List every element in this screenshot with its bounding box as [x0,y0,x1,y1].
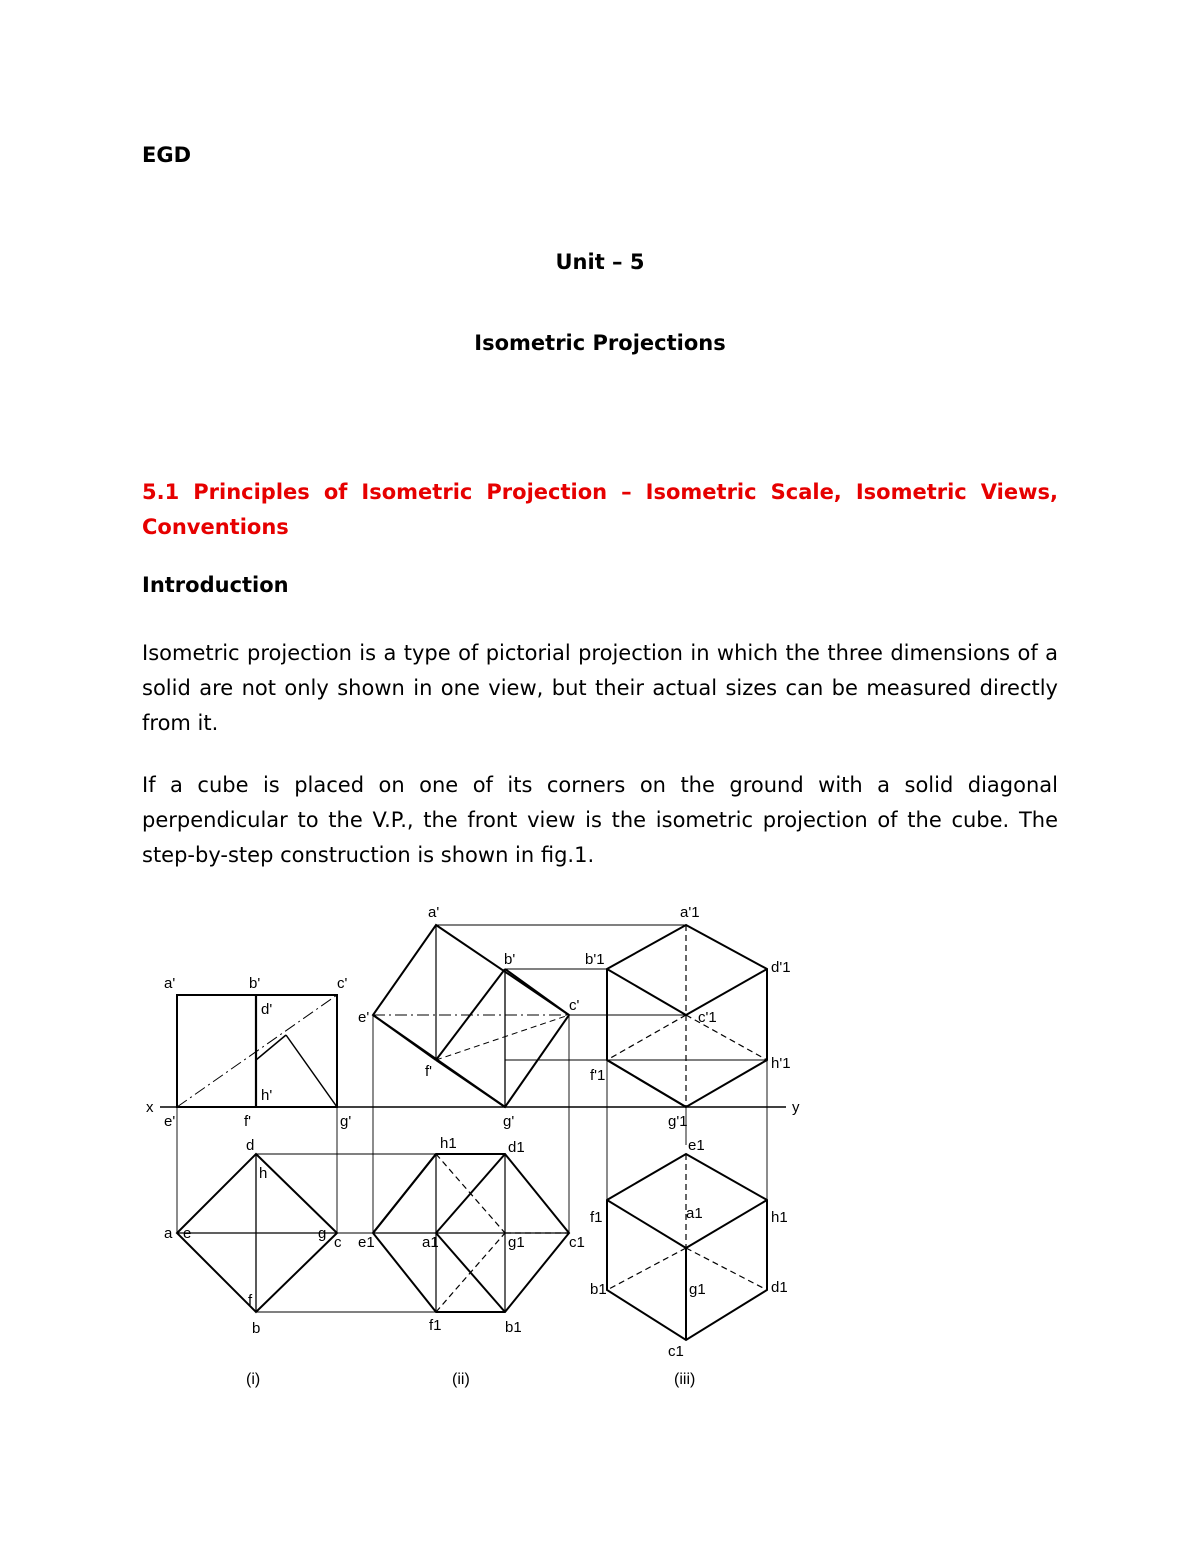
paragraph: If a cube is placed on one of its corners on the ground with a solid diagonal perpendicular to the V.P., the front view is the isometric projection of the cube. The step-by-step construction is shown in fig.1. [142,773,1058,867]
label: c [334,1234,342,1251]
label: f' [425,1063,433,1080]
label: g' [503,1113,515,1130]
figure-caption: (i) [246,1371,261,1388]
label: e' [164,1113,176,1130]
view1-top [177,1154,337,1312]
label: d1 [771,1279,788,1296]
label: d1 [508,1139,525,1156]
label: g'1 [668,1113,688,1130]
label: e1 [358,1234,375,1251]
label: f [248,1292,253,1309]
figure-caption: (ii) [452,1371,470,1388]
section-heading: 5.1 Principles of Isometric Projection – Isometric Scale, Isometric Views, Conventions [142,480,1058,539]
label: b [252,1320,261,1337]
label: d [246,1137,255,1154]
label: b' [504,951,516,968]
label: b1 [505,1319,522,1336]
label: h1 [771,1209,788,1226]
label: c'1 [698,1009,717,1026]
label: a'1 [680,904,700,921]
intro-heading: Introduction [142,573,289,597]
label: f'1 [590,1067,606,1084]
label: c' [337,975,348,992]
label: h [259,1165,268,1182]
label: g [318,1225,327,1242]
label: e1 [688,1137,705,1154]
label: b' [249,975,261,992]
label: d' [261,1001,273,1018]
label: c1 [569,1234,585,1251]
label: f1 [429,1317,442,1334]
label: a1 [422,1234,439,1251]
label: b1 [590,1281,607,1298]
axis-label-y: y [792,1099,800,1116]
label: a' [428,904,440,921]
label: h' [261,1087,273,1104]
label: a1 [686,1205,703,1222]
course-header: EGD [142,143,192,167]
page-title: Isometric Projections [474,331,726,355]
label: g1 [689,1281,706,1298]
paragraph: Isometric projection is a type of pictorial projection in which the three dimensions of a solid are not only shown in one view, but their actual sizes can be measured directly from it. [142,641,1058,735]
unit-heading: Unit – 5 [555,250,645,274]
axis-label-x: x [146,1099,154,1116]
label: d'1 [771,959,791,976]
label: g1 [508,1234,525,1251]
label: a' [164,975,176,992]
label: f' [244,1113,252,1130]
label: c1 [668,1343,684,1360]
label: h'1 [771,1055,791,1072]
label: e' [358,1009,370,1026]
label: f1 [590,1209,603,1226]
view2-front [373,925,569,1107]
label: b'1 [585,951,605,968]
label: h1 [440,1135,457,1152]
figure-labels [146,904,800,1388]
view3-top [607,1154,767,1340]
label: a [164,1225,173,1242]
label: g' [340,1113,352,1130]
label: c' [569,997,580,1014]
label: e [183,1225,192,1242]
figure-caption: (iii) [674,1371,696,1388]
